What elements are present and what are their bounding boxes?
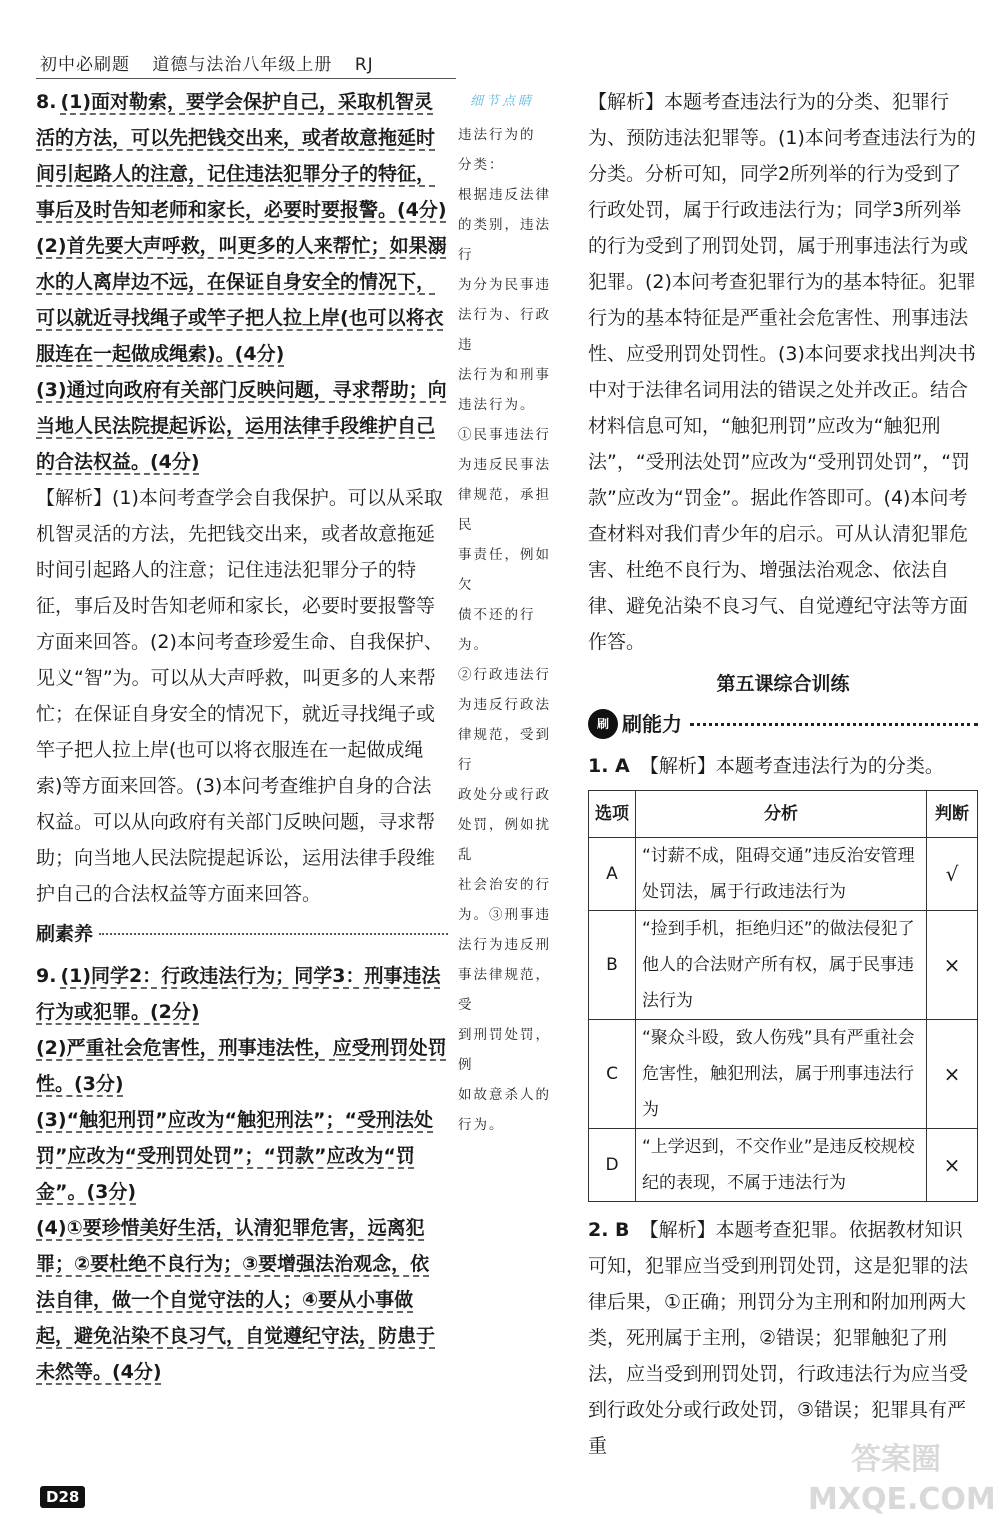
running-header [40,50,374,75]
col-header-analysis: 分析 [636,791,927,838]
q9-number: 9. [36,965,57,987]
lesson-title: 第五课综合训练 [716,673,850,695]
sidenote-line: ①民事违法行 [458,427,551,443]
option-cell: A [589,838,636,911]
sidenote-line: 为。③刑事违 [458,907,551,923]
sidenote-line: 债不还的行为。 [458,607,536,653]
analysis-cell: “讨薪不成，阻碍交通”违反治安管理处罚法，属于行政违法行为 [636,838,927,911]
book-title: 道德与法治八年级上册 [152,55,333,75]
q1-line: 1. A 【解析】本题考查违法行为的分类。 [588,755,944,777]
sidenote-line: 处罚，例如扰乱 [458,817,551,863]
q1-analysis-table [588,790,978,1202]
sidenote-line: 事法律规范，受 [458,967,551,1013]
sidenote-line: 法行为和刑事 [458,367,551,383]
sidenote-line: 的类别，违法行 [458,217,551,263]
sidenote-line: 违法行为。 [458,397,536,413]
table-row [589,1129,978,1202]
right-column [588,84,978,1464]
analysis-cell: “聚众斗殴，致人伤残”具有严重社会危害性，触犯刑法，属于刑事违法行为 [636,1020,927,1129]
option-cell: D [589,1129,636,1202]
sidenote-line: 到刑罚处罚，例 [458,1027,551,1073]
sidenote-line: 为违反民事法 [458,457,551,473]
section-suyang-label: 刷素养 [36,923,94,945]
table-header-row [589,791,978,838]
q8-answer-2: (2)首先要大声呼救，叫更多的人来帮忙；如果溺水的人离岸边不远，在保证自身安全的情况下，可以就近寻找绳子或竿子把人拉上岸(也可以将衣服连在一起做成绳索)。(4分) [36,235,447,365]
check-mark-icon: √ [927,838,978,911]
sidenote-line: 政处分或行政 [458,787,551,803]
table-row [589,1020,978,1129]
q9-answer-2: (2)严重社会危害性，刑事违法性，应受刑罚处罚性。(3分) [36,1037,447,1095]
q8-answer-3: (3)通过向政府有关部门反映问题，寻求帮助；向当地人民法院提起诉讼，运用法律手段维护自己的合法权益。(4分) [36,379,447,473]
option-cell: C [589,1020,636,1129]
cross-mark-icon: × [927,911,978,1020]
sidenote-title: 细节点睛 [470,94,535,109]
edition-tag: RJ [354,55,374,75]
q9-answer-3: (3)“触犯刑罚”应改为“触犯刑法”；“受刑法处罚”应改为“受刑罚处罚”；“罚款”应改为“罚金”。(3分) [36,1109,434,1203]
section-nengli [588,706,978,742]
series-name: 初中必刷题 [40,55,130,75]
page-number: D28 [40,1486,85,1508]
sidenote-line: 律规范，受到行 [458,727,551,773]
sidenote-line: 律规范，承担民 [458,487,551,533]
sidenote-line: ②行政违法行 [458,667,551,683]
nengli-badge-icon: 刷 [588,709,618,739]
watermark-logo: 答案圈 MXQE.COM [808,1442,996,1517]
sidenote-line: 根据违反法律 [458,187,551,203]
sidenote-line: 法行为违反刑 [458,937,551,953]
table-row [589,911,978,1020]
q9-answer-1: 9. (1)同学2：行政违法行为；同学3：刑事违法行为或犯罪。(2分) [36,965,441,1023]
q8-answer-1: 8. (1)面对勒索，要学会保护自己，采取机智灵活的方法，可以先把钱交出来，或者故意拖延时间引起路人的注意，记住违法犯罪分子的特征，事后及时告知老师和家长，必要时要报警。(4分) [36,91,447,221]
section-suyang [36,916,448,952]
q9-analysis: 【解析】本题考查违法行为的分类、犯罪行为、预防违法犯罪等。(1)本问考查违法行为的分类。分析可知，同学2所列举的行为受到了行政处罚，属于行政违法行为；同学3所列举的行为受到了刑罚处罚，属于刑事违法行为或犯罪。(2)本问考查犯罪行为的基本特征。犯罪行为的基本特征是严重社会危害性、刑事违法性、应受刑罚处罚性。(3)本问要求找出判决书中对于法律名词用法的错误之处并改正。结合材料信息可知，“触犯刑罚”应改为“触犯刑法”，“受刑法处罚”应改为“受刑罚处罚”，“罚款”应改为“罚金”。据此作答即可。(4)本问考查材料对我们青少年的启示。可从认清犯罪危害、杜绝不良行为、增强法治观念、依法自律、避免沾染不良习气、自觉遵纪守法等方面作答。 [588,91,976,653]
sidenote-line: 事责任，例如欠 [458,547,551,593]
sidenote-line: 如故意杀人的 [458,1087,551,1103]
q8-analysis: 【解析】(1)本问考查学会自我保护。可以从采取机智灵活的方法，先把钱交出来，或者故意拖延时间引起路人的注意；记住违法犯罪分子的特征，事后及时告知老师和家长，必要时要报警等方面来回答。(2)本问考查珍爱生命、自我保护、见义“智”为。可以从大声呼救，叫更多的人来帮忙；在保证自身安全的情况下，就近寻找绳子或竿子把人拉上岸(也可以将衣服连在一起做成绳索)等方面来回答。(3)本问考查维护自身的合法权益。可以从向政府有关部门反映问题，寻求帮助；向当地人民法院提起诉讼，运用法律手段维护自己的合法权益等方面来回答。 [36,487,443,905]
cross-mark-icon: × [927,1020,978,1129]
sidenote-line: 行为。 [458,1117,505,1133]
cross-mark-icon: × [927,1129,978,1202]
sidenote-line: 分类： [458,157,505,173]
sidenote-line: 社会治安的行 [458,877,551,893]
section-nengli-label: 刷能力 [622,712,682,736]
q8-number: 8. [36,91,57,113]
q1-number: 1. A [588,755,630,777]
sidenote [458,120,566,1140]
analysis-cell: “上学迟到，不交作业”是违反校规校纪的表现，不属于违法行为 [636,1129,927,1202]
analysis-cell: “捡到手机，拒绝归还”的做法侵犯了他人的合法财产所有权，属于民事违法行为 [636,911,927,1020]
table-row [589,838,978,911]
q2-number: 2. B [588,1219,630,1241]
sidenote-line: 为分为民事违 [458,277,551,293]
sidenote-line: 违法行为的 [458,127,536,143]
col-header-option: 选项 [589,791,636,838]
q2-line: 2. B 【解析】本题考查犯罪。依据教材知识可知，犯罪应当受到刑罚处罚，这是犯罪的法律后果，①正确；刑罚分为主刑和附加刑两大类，死刑属于主刑，②错误；犯罪触犯了刑法，应当受到刑罚处罚，行政违法行为应当受到行政处分或行政处罚，③错误；犯罪具有严重 [588,1219,969,1457]
left-column [36,84,448,1390]
col-header-judgement: 判断 [927,791,978,838]
q9-answer-4: (4)①要珍惜美好生活，认清犯罪危害，远离犯罪；②要杜绝不良行为；③要增强法治观念，依法自律，做一个自觉守法的人；④要从小事做起，避免沾染不良习气，自觉遵纪守法，防患于未然等。(4分) [36,1217,436,1383]
option-cell: B [589,911,636,1020]
header-rule [36,78,456,79]
sidenote-line: 为违反行政法 [458,697,551,713]
sidenote-line: 法行为、行政违 [458,307,551,353]
